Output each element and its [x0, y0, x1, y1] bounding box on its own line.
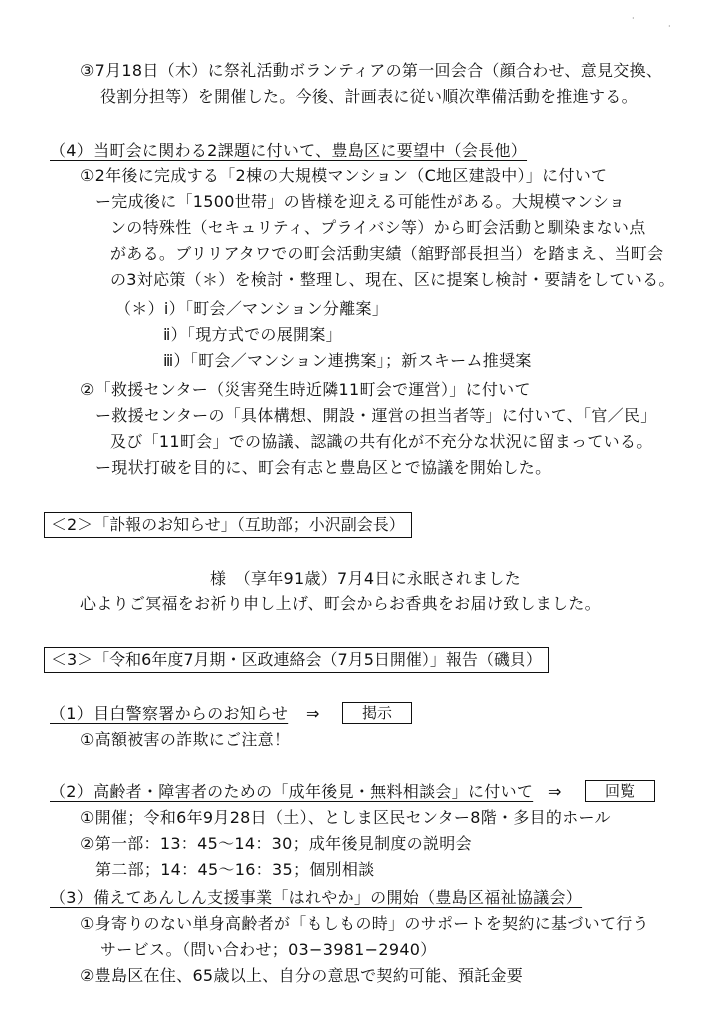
obituary-line: 様 （享年91歳）7月4日に永眠されました	[210, 569, 522, 588]
text-line: 第二部；14：45〜16：35；個別相談	[95, 860, 375, 879]
report-heading: ＜3＞「令和6年度7月期・区政連絡会（7月5日開催）」報告（磯貝）	[44, 647, 549, 673]
scan-speck: ·	[668, 22, 671, 31]
arrow-icon: ⇒	[306, 704, 320, 723]
subsection-heading: （2）高齢者・障害者のための「成年後見・無料相談会」に付いて	[50, 782, 534, 801]
text-line: ①身寄りのない単身高齢者が「もしもの時」のサポートを契約に基づいて行う	[80, 914, 649, 933]
option-line: ⅱ）「現方式での展開案」	[163, 325, 342, 344]
section-heading: （4）当町会に関わる2課題に付いて、豊島区に要望中（会長他）	[50, 141, 528, 160]
scan-speck: ·	[632, 14, 635, 23]
text-line: ②第一部：13：45〜14：30；成年後見制度の説明会	[80, 834, 472, 853]
text-line: ー救援センターの「具体構想、開設・運営の担当者等」に付いて、「官／民」	[95, 406, 657, 425]
notice-tag: 掲示	[342, 702, 412, 724]
text-line: ー完成後に「1500世帯」の皆様を迎える可能性がある。大規模マンショ	[95, 192, 626, 211]
option-line: （＊）ⅰ）「町会／マンション分離案」	[115, 299, 389, 318]
text-line: の3対応策（＊）を検討・整理し、現在、区に提案し検討・要請をしている。	[110, 270, 675, 289]
option-line: ⅲ）「町会／マンション連携案」；新スキーム推奨案	[163, 351, 532, 370]
text-line: 及び「11町会」での協議、認識の共有化が不充分な状況に留まっている。	[110, 432, 653, 451]
text-line: がある。ブリリアタワでの町会活動実績（舘野部長担当）を踏まえ、当町会	[110, 244, 664, 263]
subsection-heading: （1）目白警察署からのお知らせ	[50, 704, 289, 723]
item-title: ②「救援センター（災害発生時近隣11町会で運営）」に付いて	[80, 380, 531, 399]
subsection-heading: （3）備えてあんしん支援事業「はれやか」の開始（豊島区福祉協議会）	[50, 888, 583, 907]
text-line: ンの特殊性（セキュリティ、プライバシ等）から町会活動と馴染まない点	[110, 218, 646, 237]
obituary-line: 心よりご冥福をお祈り申し上げ、町会からお香典をお届け致しました。	[80, 594, 601, 613]
item-title: ①2年後に完成する「2棟の大規模マンション（C地区建設中）」に付いて	[80, 166, 608, 185]
arrow-icon: ⇒	[548, 782, 562, 801]
text-line: ①高額被害の詐欺にご注意！	[80, 730, 291, 749]
text-line: ②豊島区在住、65歳以上、自分の意思で契約可能、預託金要	[80, 966, 524, 985]
obituary-heading: ＜2＞「訃報のお知らせ」（互助部；小沢副会長）	[44, 512, 412, 538]
text-line: ③7月18日（木）に祭礼活動ボランティアの第一回会合（顔合わせ、意見交換、	[80, 61, 663, 80]
circulation-tag: 回覧	[585, 780, 655, 802]
text-line: 役割分担等）を開催した。今後、計画表に従い順次準備活動を推進する。	[100, 87, 638, 106]
text-line: ①開催；令和6年9月28日（土）、としま区民センター8階・多目的ホール	[80, 808, 611, 827]
text-line: ー現状打破を目的に、町会有志と豊島区とで協議を開始した。	[95, 458, 552, 477]
text-line: サービス。（問い合わせ；03−3981−2940）	[100, 940, 437, 959]
